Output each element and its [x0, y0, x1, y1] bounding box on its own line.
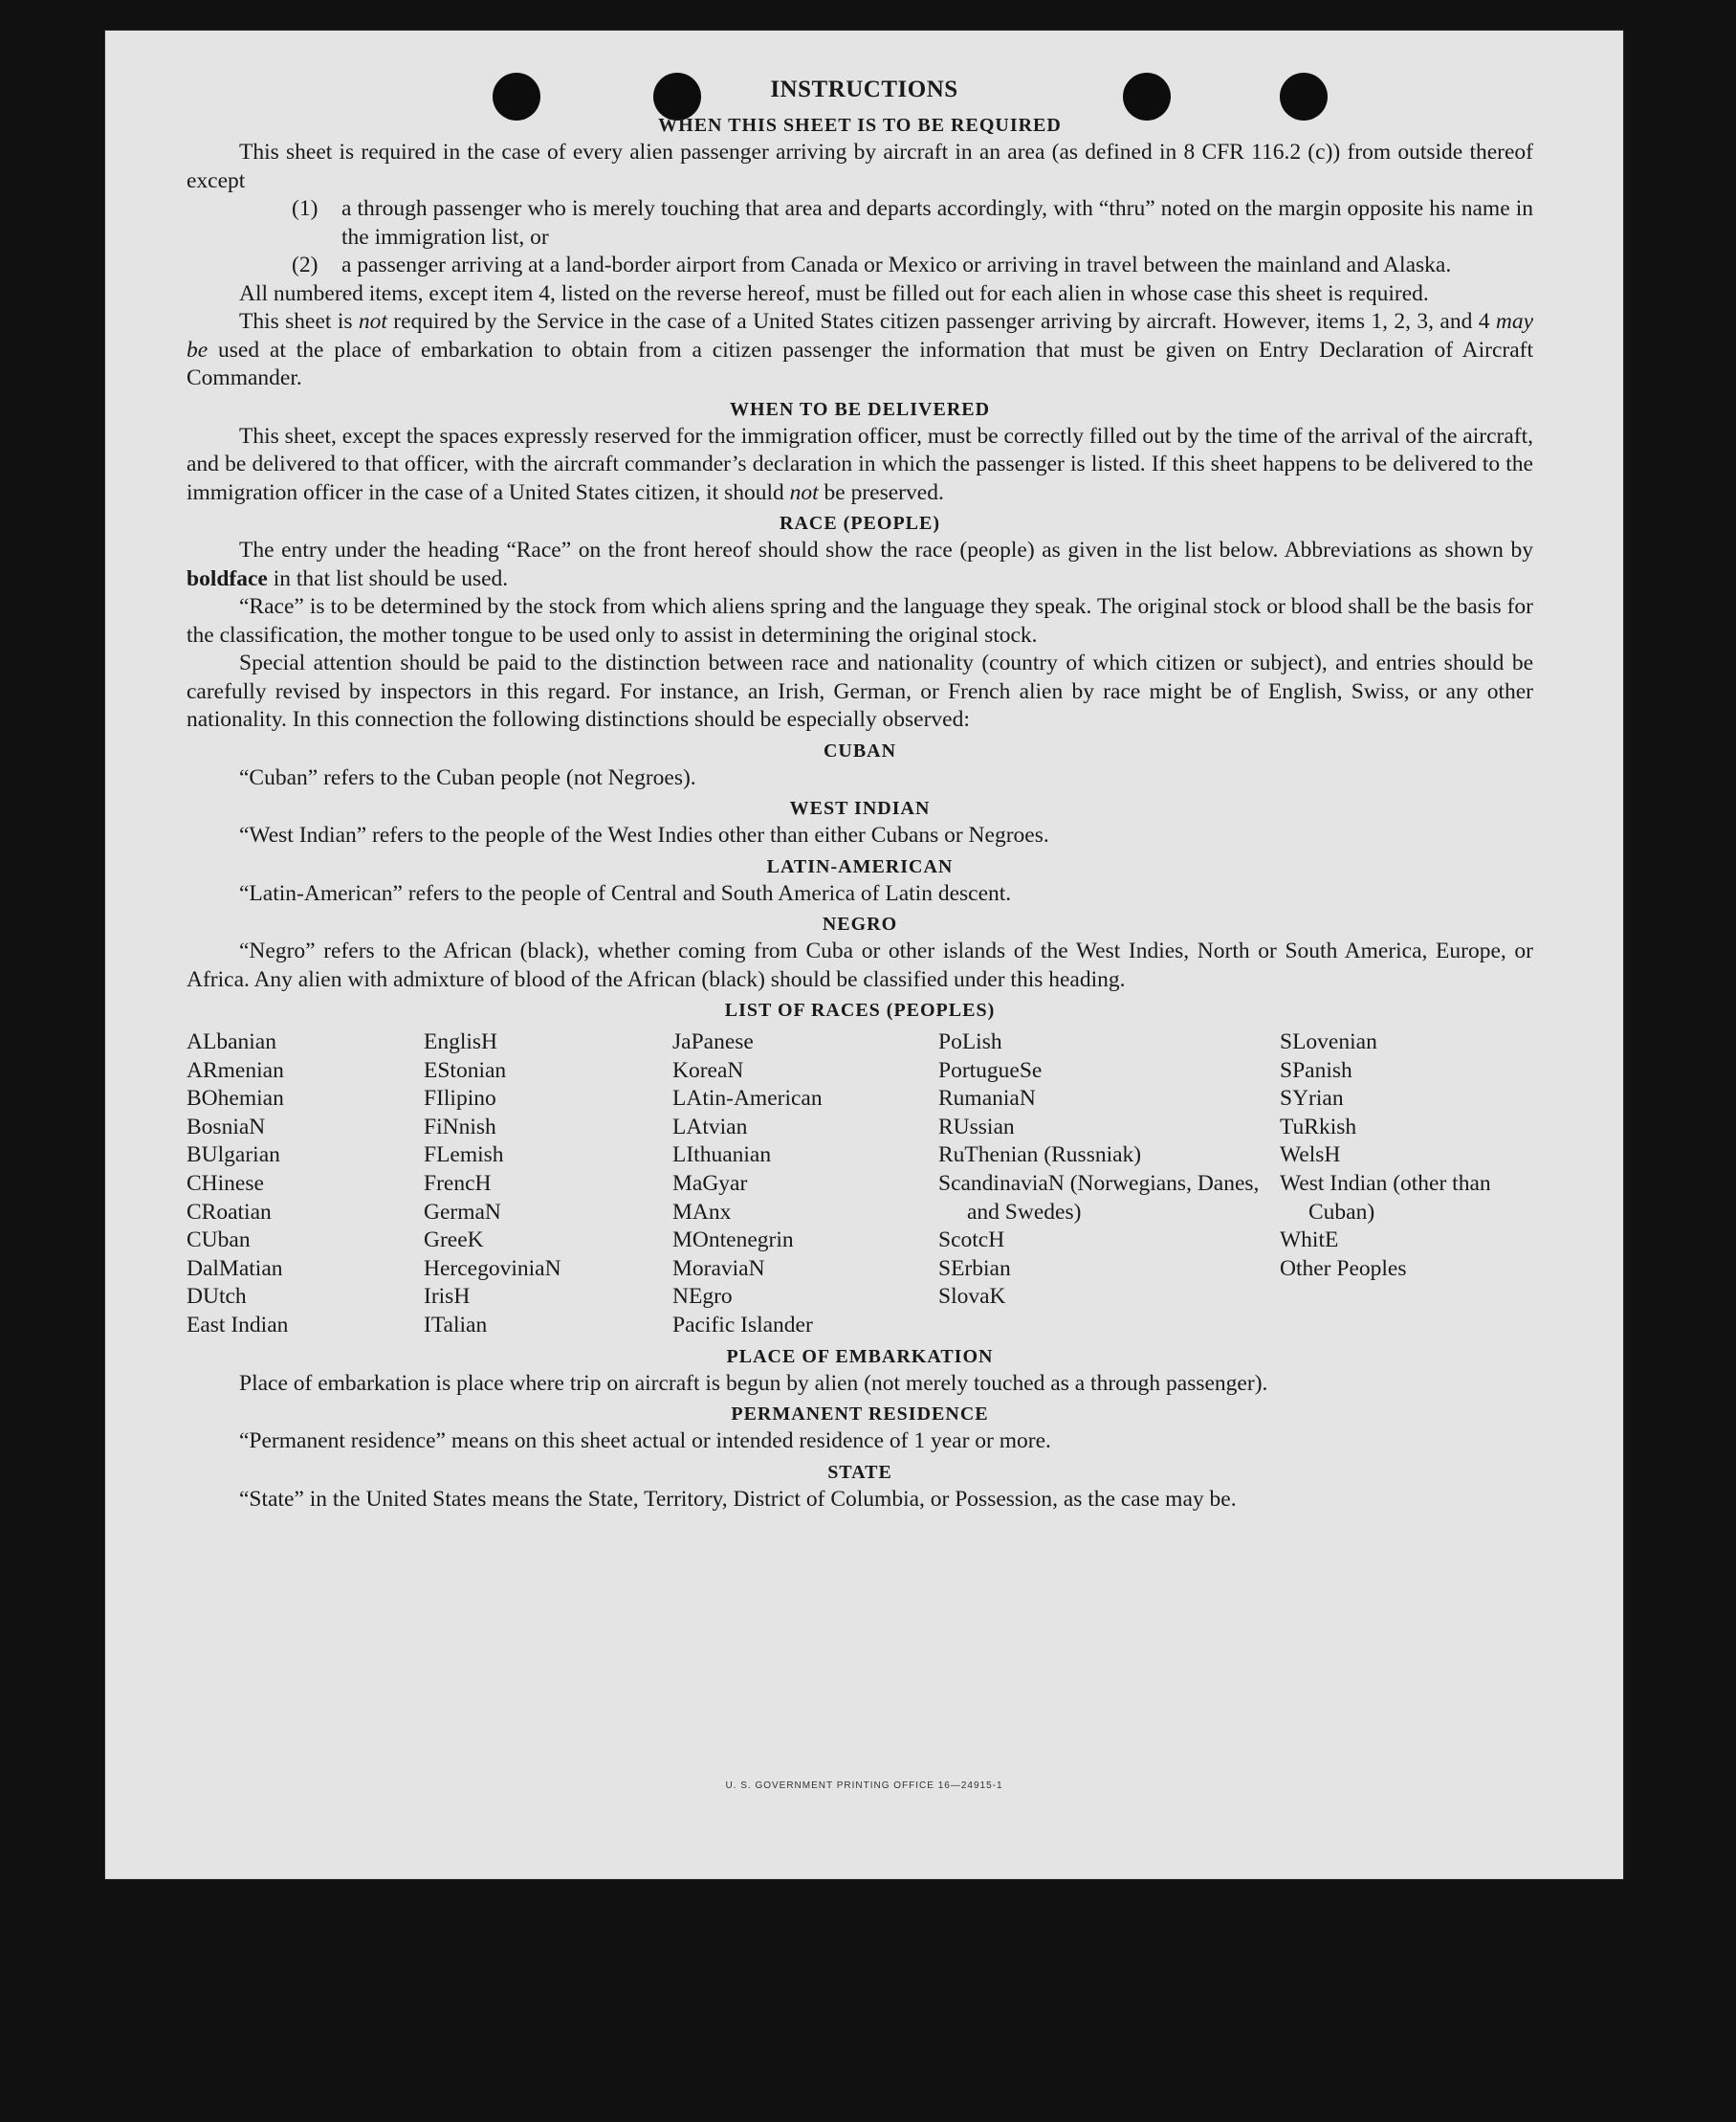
list-item: FiNnish [424, 1114, 496, 1139]
italic-run: not [789, 479, 819, 505]
instructions-body [187, 109, 1533, 1514]
list-item: JaPanese [672, 1029, 754, 1054]
list-item: PortugueSe [938, 1057, 1043, 1083]
section-heading: WHEN THIS SHEET IS TO BE REQUIRED [658, 115, 1062, 136]
list-item: RUssian [938, 1114, 1015, 1139]
list-item: DalMatian [187, 1255, 283, 1281]
section-heading: WEST INDIAN [789, 798, 931, 819]
list-item: CHinese [187, 1170, 264, 1196]
list-item: RumaniaN [938, 1086, 1036, 1112]
list-item: NEgro [672, 1284, 733, 1310]
paragraph: This sheet is required in the case of every alien passenger arriving by aircraft in an area (as defined in 8 CFR 116.2 (c)) from outside thereof except [187, 140, 1533, 193]
text-run: used at the place of embarkation to obtain from a citizen passenger the information that must be given on Entry Declaration of Aircraft Commander. [187, 337, 1533, 390]
list-item: West Indian (other than Cuban) [1280, 1170, 1491, 1225]
list-item: HercegoviniaN [424, 1255, 561, 1281]
list-item: RuThenian (Russniak) [938, 1142, 1142, 1168]
text-run: This sheet is [239, 309, 359, 334]
list-item [292, 252, 1533, 280]
list-item: ScandinaviaN (Norwegians, Danes, and Swedes) [938, 1170, 1260, 1225]
list-item: DUtch [187, 1284, 247, 1310]
section-heading: LIST OF RACES (PEOPLES) [724, 1000, 996, 1021]
list-item: Pacific Islander [672, 1312, 813, 1337]
race-column [424, 1028, 672, 1340]
form-sheet [105, 31, 1623, 1879]
list-item: SPanish [1280, 1057, 1352, 1083]
paragraph: “State” in the United States means the State, Territory, District of Columbia, or Possession, as the case may be. [239, 1486, 1237, 1512]
race-column [187, 1028, 424, 1340]
list-item: SYrian [1280, 1086, 1344, 1112]
section-heading: LATIN-AMERICAN [766, 855, 954, 877]
paragraph: “Latin-American” refers to the people of Central and South America of Latin descent. [239, 880, 1012, 906]
paragraph: “Negro” refers to the African (black), whether coming from Cuba or other islands of the West Indies, North or South America, Europe, or Africa. Any alien with admixture of blood of the African (black) should be classified under this heading. [187, 939, 1533, 992]
text-run: The entry under the heading “Race” on the front hereof should show the race (people) as given in the list below. Abbreviations as shown by [239, 538, 1533, 563]
race-list [187, 1028, 1533, 1340]
list-item: Other Peoples [1280, 1255, 1407, 1281]
list-item: TuRkish [1280, 1114, 1357, 1139]
list-item: BOhemian [187, 1086, 284, 1112]
list-item: MAnx [672, 1199, 732, 1225]
list-item: BosniaN [187, 1114, 266, 1139]
section-heading: NEGRO [822, 914, 898, 935]
list-item: GermaN [424, 1199, 501, 1225]
list-item: SlovaK [938, 1284, 1006, 1310]
section-heading: WHEN TO BE DELIVERED [729, 398, 991, 420]
paragraph: Special attention should be paid to the distinction between race and nationality (country of which citizen or subject), and entries should be carefully revised by inspectors in this regard. For instance, an Irish, German, or French alien by race might be of English, Swiss, or any other nationality. In this connection the following distinctions should be especially observed: [187, 651, 1533, 732]
list-item [292, 195, 1533, 252]
list-item: EStonian [424, 1057, 507, 1083]
section-heading: PLACE OF EMBARKATION [726, 1345, 994, 1367]
list-item: MaGyar [672, 1170, 748, 1196]
paragraph [187, 308, 1533, 393]
list-item: ARmenian [187, 1057, 284, 1083]
list-item: GreeK [424, 1227, 484, 1253]
list-item: FLemish [424, 1142, 504, 1168]
list-item: ITalian [424, 1312, 488, 1337]
list-item: MoraviaN [672, 1255, 765, 1281]
list-item: SErbian [938, 1255, 1011, 1281]
paragraph: “West Indian” refers to the people of the West Indies other than either Cubans or Negroes. [239, 823, 1049, 848]
text-run: be preserved. [818, 479, 944, 505]
section-heading: RACE (PEOPLE) [780, 513, 940, 534]
paragraph: “Race” is to be determined by the stock from which aliens spring and the language they speak. The original stock or blood shall be the basis for the classification, the mother tongue to be used only to assist in determining the original stock. [187, 594, 1533, 648]
list-item: EnglisH [424, 1029, 498, 1054]
list-item: KoreaN [672, 1057, 744, 1083]
list-item: IrisH [424, 1284, 471, 1310]
section-heading: STATE [827, 1461, 892, 1483]
list-item: ALbanian [187, 1029, 276, 1054]
item-number: (1) [292, 196, 319, 221]
list-item: FIlipino [424, 1086, 496, 1112]
list-item: ScotcH [938, 1227, 1005, 1253]
race-column [672, 1028, 938, 1340]
page-title: INSTRUCTIONS [770, 77, 958, 102]
item-text: a through passenger who is merely touching that area and departs accordingly, with “thru” noted on the margin opposite his name in the immigration list, or [341, 196, 1533, 250]
text-run: in that list should be used. [267, 565, 509, 591]
list-item: CRoatian [187, 1199, 272, 1225]
bold-run: boldface [187, 565, 268, 591]
paragraph: Place of embarkation is place where trip on aircraft is begun by alien (not merely touched as a through passenger). [239, 1370, 1268, 1396]
paragraph [187, 537, 1533, 593]
list-item: WelsH [1280, 1142, 1341, 1168]
list-item: CUban [187, 1227, 251, 1253]
text-run: This sheet, except the spaces expressly reserved for the immigration officer, must be correctly filled out by the time of the arrival of the aircraft, and be delivered to that officer, with the aircraft commander’s declaration in which the passenger is listed. If this sheet happens to be delivered to the immigration officer in the case of a United States citizen, it should [187, 423, 1533, 505]
paragraph: All numbered items, except item 4, listed on the reverse hereof, must be filled out for each alien in whose case this sheet is required. [239, 280, 1429, 306]
list-item: MOntenegrin [672, 1227, 794, 1253]
paragraph: “Cuban” refers to the Cuban people (not Negroes). [239, 764, 696, 790]
list-item: LAtin-American [672, 1086, 823, 1112]
printer-imprint: U. S. GOVERNMENT PRINTING OFFICE 16—24915-1 [725, 1780, 1003, 1791]
italic-run: not [358, 309, 387, 334]
race-column [1280, 1028, 1533, 1340]
list-item: PoLish [938, 1029, 1002, 1054]
paragraph: “Permanent residence” means on this sheet actual or intended residence of 1 year or more. [239, 1428, 1051, 1454]
text-run: required by the Service in the case of a United States citizen passenger arriving by aircraft. However, items 1, 2, 3, and 4 [386, 309, 1496, 334]
section-heading: PERMANENT RESIDENCE [731, 1404, 989, 1426]
list-item: BUlgarian [187, 1142, 280, 1168]
section-heading: CUBAN [823, 740, 897, 762]
item-number: (2) [292, 253, 319, 277]
list-item: SLovenian [1280, 1029, 1377, 1054]
list-item: LIthuanian [672, 1142, 772, 1168]
italic-run: may be [187, 309, 1533, 363]
list-item: WhitE [1280, 1227, 1339, 1253]
item-text: a passenger arriving at a land-border airport from Canada or Mexico or arriving in travel between the mainland and Alaska. [341, 253, 1452, 277]
race-column [938, 1028, 1280, 1340]
list-item: LAtvian [672, 1114, 748, 1139]
paragraph [187, 423, 1533, 508]
list-item: FrencH [424, 1170, 492, 1196]
list-item: East Indian [187, 1312, 289, 1337]
